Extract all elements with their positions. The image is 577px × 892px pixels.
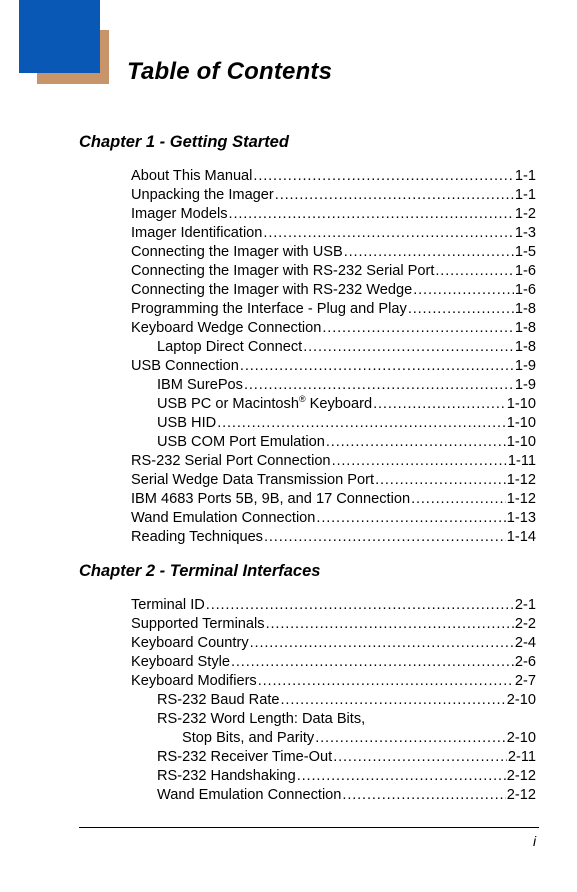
toc-entry[interactable] <box>131 319 536 338</box>
toc-entry-page: 1-2 <box>514 206 536 222</box>
dot-leader <box>266 615 514 634</box>
dot-leader <box>253 167 513 186</box>
chapter-2-toc-list <box>131 596 536 805</box>
toc-entry-page: 1-8 <box>514 320 536 336</box>
toc-subentry-continuation[interactable] <box>131 729 536 748</box>
toc-subentry[interactable] <box>131 748 536 767</box>
toc-entry-page: 1-1 <box>514 168 536 184</box>
dot-leader <box>250 634 514 653</box>
dot-leader <box>413 281 514 300</box>
toc-subentry[interactable] <box>131 395 536 414</box>
toc-entry-page: 1-12 <box>506 491 536 507</box>
toc-entry-title: Keyboard Country <box>131 635 249 651</box>
toc-entry-page: 1-10 <box>506 434 536 450</box>
toc-entry[interactable] <box>131 653 536 672</box>
toc-subentry[interactable] <box>131 786 536 805</box>
toc-entry[interactable] <box>131 596 536 615</box>
toc-entry[interactable] <box>131 224 536 243</box>
dot-leader <box>408 300 514 319</box>
dot-leader <box>322 319 514 338</box>
toc-subentry[interactable] <box>131 691 536 710</box>
toc-entry-page: 1-10 <box>506 396 536 412</box>
toc-subentry[interactable] <box>131 338 536 357</box>
toc-subentry-first-line <box>131 710 536 729</box>
toc-entry-title: Keyboard Wedge Connection <box>131 320 322 336</box>
toc-entry-page: 1-8 <box>514 301 536 317</box>
toc-entry-title: RS-232 Baud Rate <box>157 692 280 708</box>
chapter-2-heading: Chapter 2 - Terminal Interfaces <box>79 562 321 580</box>
toc-entry-page: 2-2 <box>514 616 536 632</box>
toc-entry[interactable] <box>131 300 536 319</box>
toc-entry-title: Supported Terminals <box>131 616 265 632</box>
dot-leader <box>297 767 506 786</box>
toc-entry-page: 1-14 <box>506 529 536 545</box>
toc-entry-title: USB HID <box>157 415 217 431</box>
toc-entry-title: RS-232 Word Length: Data Bits, <box>157 711 366 727</box>
toc-entry-title: USB COM Port Emulation <box>157 434 325 450</box>
toc-entry-title: Imager Identification <box>131 225 263 241</box>
toc-entry-page: 1-9 <box>514 377 536 393</box>
footer-divider <box>79 827 539 828</box>
toc-entry[interactable] <box>131 167 536 186</box>
dot-leader <box>229 205 514 224</box>
toc-entry-title: IBM 4683 Ports 5B, 9B, and 17 Connection <box>131 491 411 507</box>
toc-entry[interactable] <box>131 490 536 509</box>
toc-entry-page: 2-10 <box>506 692 536 708</box>
toc-entry-title: Laptop Direct Connect <box>157 339 303 355</box>
toc-entry[interactable] <box>131 357 536 376</box>
toc-entry-title: Serial Wedge Data Transmission Port <box>131 472 375 488</box>
toc-entry-title: RS-232 Handshaking <box>157 768 296 784</box>
toc-entry-title: Imager Models <box>131 206 228 222</box>
toc-entry[interactable] <box>131 205 536 224</box>
toc-entry-page: 2-7 <box>514 673 536 689</box>
toc-entry-page: 2-4 <box>514 635 536 651</box>
toc-entry-title: Wand Emulation Connection <box>157 787 342 803</box>
dot-leader <box>332 452 507 471</box>
toc-entry[interactable] <box>131 452 536 471</box>
dot-leader <box>344 243 514 262</box>
dot-leader <box>275 186 514 205</box>
toc-entry-title: Terminal ID <box>131 597 205 613</box>
toc-entry-title: Wand Emulation Connection <box>131 510 316 526</box>
corner-decoration-blue <box>19 0 100 73</box>
toc-entry-page: 2-6 <box>514 654 536 670</box>
dot-leader <box>240 357 514 376</box>
dot-leader <box>333 748 507 767</box>
toc-entry-page: 1-3 <box>514 225 536 241</box>
toc-subentry[interactable] <box>131 376 536 395</box>
toc-entry[interactable] <box>131 528 536 547</box>
toc-entry[interactable] <box>131 615 536 634</box>
dot-leader <box>281 691 506 710</box>
toc-entry-page: 2-12 <box>506 768 536 784</box>
dot-leader <box>206 596 514 615</box>
toc-entry[interactable] <box>131 634 536 653</box>
toc-entry-title: Keyboard Style <box>131 654 230 670</box>
toc-entry-title: RS-232 Receiver Time-Out <box>157 749 333 765</box>
toc-entry-title: RS-232 Serial Port Connection <box>131 453 331 469</box>
dot-leader <box>375 471 506 490</box>
dot-leader <box>316 509 505 528</box>
toc-entry-page: 2-12 <box>506 787 536 803</box>
dot-leader <box>435 262 514 281</box>
page-title: Table of Contents <box>127 58 333 85</box>
toc-entry-title: Connecting the Imager with RS-232 Wedge <box>131 282 413 298</box>
toc-entry-page: 1-11 <box>507 453 536 469</box>
toc-entry[interactable] <box>131 186 536 205</box>
dot-leader <box>373 395 506 414</box>
toc-entry-title: About This Manual <box>131 168 253 184</box>
toc-entry-title: Stop Bits, and Parity <box>182 730 315 746</box>
dot-leader <box>411 490 506 509</box>
toc-entry-page: 1-5 <box>514 244 536 260</box>
chapter-1-heading: Chapter 1 - Getting Started <box>79 133 289 151</box>
toc-entry-title: IBM SurePos <box>157 377 243 393</box>
dot-leader <box>303 338 514 357</box>
toc-entry[interactable] <box>131 262 536 281</box>
toc-subentry[interactable] <box>131 414 536 433</box>
toc-entry-title-part: Keyboard <box>305 396 373 412</box>
dot-leader <box>258 672 514 691</box>
toc-entry-page: 2-1 <box>514 597 536 613</box>
toc-entry-page: 1-8 <box>514 339 536 355</box>
toc-subentry[interactable] <box>131 433 536 452</box>
toc-entry[interactable] <box>131 471 536 490</box>
toc-entry-page: 1-13 <box>506 510 536 526</box>
toc-entry-page: 1-6 <box>514 282 536 298</box>
toc-entry-title: Connecting the Imager with RS-232 Serial Port <box>131 263 435 279</box>
toc-entry-page: 1-6 <box>514 263 536 279</box>
toc-entry-title-part: USB PC or Macintosh <box>157 396 299 412</box>
toc-entry-title: Reading Techniques <box>131 529 263 545</box>
toc-entry-page: 2-11 <box>507 749 536 765</box>
toc-entry-page: 1-12 <box>506 472 536 488</box>
dot-leader <box>244 376 514 395</box>
dot-leader <box>231 653 514 672</box>
toc-entry-page: 1-10 <box>506 415 536 431</box>
toc-entry-title: Connecting the Imager with USB <box>131 244 343 260</box>
toc-subentry[interactable] <box>131 767 536 786</box>
dot-leader <box>342 786 505 805</box>
toc-entry[interactable] <box>131 281 536 300</box>
dot-leader <box>263 224 513 243</box>
toc-entry-page: 2-10 <box>506 730 536 746</box>
page-number: i <box>533 833 537 849</box>
toc-entry-title: USB Connection <box>131 358 239 374</box>
toc-entry-page: 1-9 <box>514 358 536 374</box>
toc-entry-title: Programming the Interface - Plug and Play <box>131 301 407 317</box>
toc-entry[interactable] <box>131 243 536 262</box>
toc-entry-title: Keyboard Modifiers <box>131 673 257 689</box>
toc-entry-title: Unpacking the Imager <box>131 187 274 203</box>
toc-entry-title <box>157 395 372 414</box>
toc-entry-page: 1-1 <box>514 187 536 203</box>
dot-leader <box>315 729 506 748</box>
toc-entry[interactable] <box>131 672 536 691</box>
registered-mark: ® <box>298 394 306 405</box>
dot-leader <box>264 528 506 547</box>
chapter-1-toc-list <box>131 167 536 547</box>
dot-leader <box>217 414 506 433</box>
toc-entry[interactable] <box>131 509 536 528</box>
dot-leader <box>326 433 506 452</box>
